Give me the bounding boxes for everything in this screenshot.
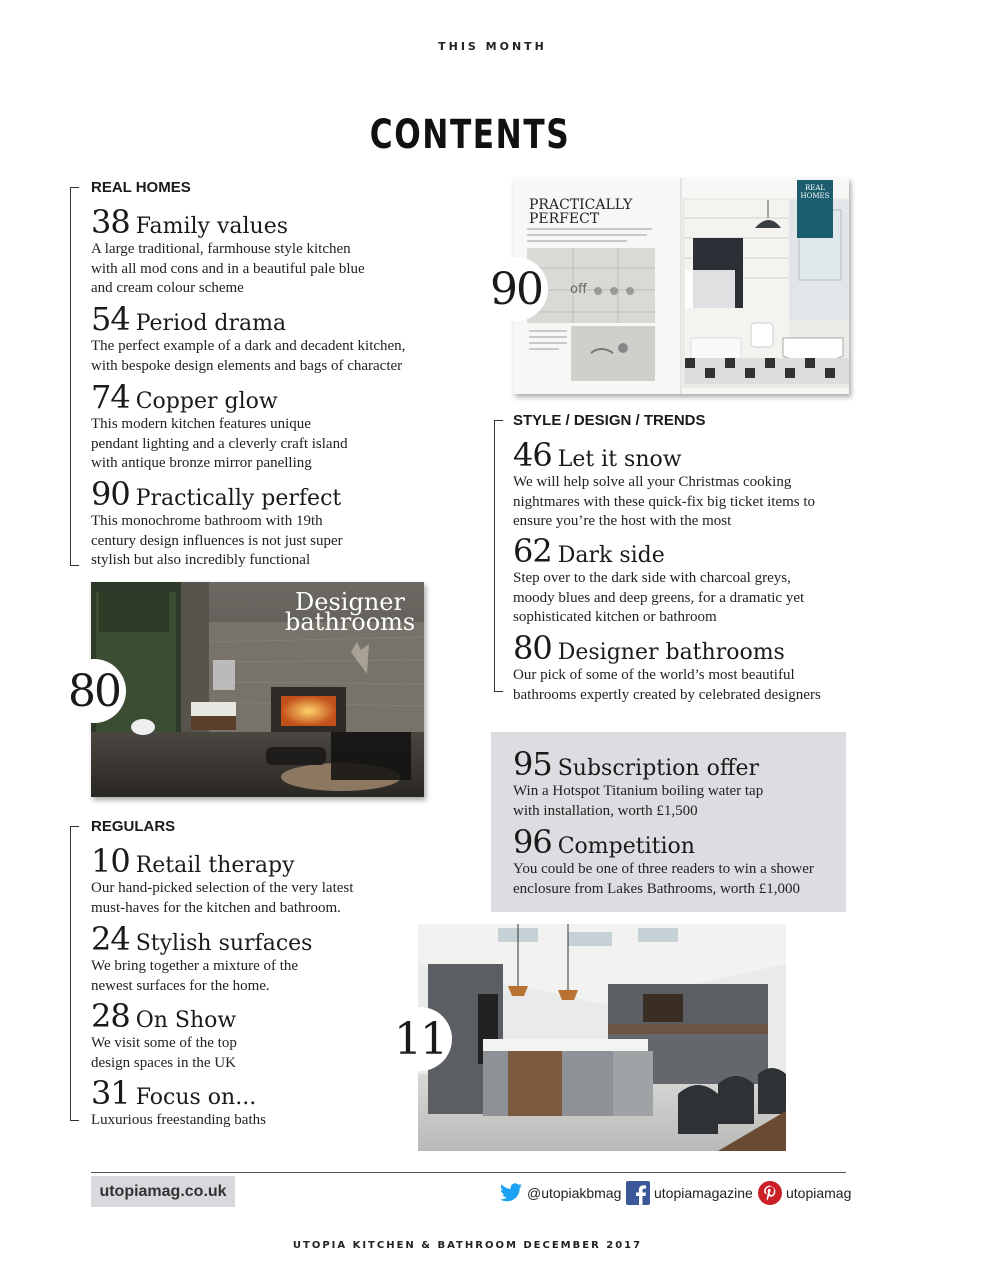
page-number: 54: [91, 300, 130, 338]
headline-line-1: Designer: [295, 588, 405, 616]
kitchen-11-page-number: 11: [388, 1007, 452, 1071]
entry-description: We visit some of the top design spaces in the UK: [91, 1035, 237, 1071]
facebook-icon: [626, 1181, 650, 1205]
entry-title: Dark side: [557, 543, 665, 568]
entry-10[interactable]: [91, 842, 391, 918]
real-homes-label: REAL HOMES: [91, 179, 191, 196]
page-number: 80: [513, 629, 552, 667]
page-number: 74: [91, 378, 130, 416]
section-kicker: THIS MONTH: [438, 40, 547, 53]
page-number: 31: [91, 1074, 130, 1112]
page-number: 90: [91, 475, 130, 513]
pinterest-handle[interactable]: [758, 1181, 851, 1205]
regulars-label: REGULARS: [91, 818, 176, 835]
entry-description: Win a Hotspot Titanium boiling water tap with installation, worth £1,500: [513, 783, 764, 819]
issue-line: UTOPIA KITCHEN & BATHROOM DECEMBER 2017: [292, 1240, 643, 1251]
entry-description: We will help solve all your Christmas cooking nightmares with these quick-fix big ticket items to ensure you’re the host with the most: [513, 474, 816, 529]
entry-description: The perfect example of a dark and decadent kitchen, with bespoke design elements and bags of character: [91, 338, 406, 374]
page-number: 38: [91, 203, 130, 241]
twitter-handle[interactable]: [499, 1181, 621, 1205]
page-number: 10: [91, 842, 130, 880]
entry-title: Family values: [135, 214, 289, 239]
entry-title: Retail therapy: [135, 853, 295, 878]
spread-80-headline: [285, 588, 416, 636]
entry-description: Our pick of some of the world’s most beautiful bathrooms expertly created by celebrated designers: [513, 667, 821, 703]
page-number: 96: [513, 823, 552, 861]
page-number: 24: [91, 920, 130, 958]
facebook-handle[interactable]: [626, 1181, 753, 1205]
spread-90-off-label: off: [570, 282, 587, 297]
page-number: 46: [513, 436, 552, 474]
style-label: STYLE / DESIGN / TRENDS: [513, 412, 706, 429]
entry-96[interactable]: [513, 823, 838, 899]
twitter-label: @utopiakbmag: [527, 1185, 622, 1201]
kitchen-11-image[interactable]: [418, 924, 786, 1151]
spread-80-image[interactable]: [91, 582, 424, 797]
entry-31[interactable]: [91, 1074, 391, 1131]
pinterest-icon: [758, 1181, 782, 1205]
pinterest-label: utopiamag: [786, 1185, 852, 1201]
entry-title: Period drama: [135, 311, 287, 336]
page-number: 62: [513, 532, 552, 570]
entry-description: We bring together a mixture of the newest surfaces for the home.: [91, 958, 299, 994]
entry-title: Focus on...: [135, 1085, 257, 1110]
style-bracket: [494, 420, 503, 692]
entry-title: Copper glow: [135, 389, 278, 414]
entry-title: Designer bathrooms: [557, 640, 785, 665]
entry-95[interactable]: [513, 745, 838, 821]
entry-38[interactable]: [91, 203, 431, 299]
entry-74[interactable]: [91, 378, 431, 474]
entry-description: A large traditional, farmhouse style kitchen with all mod cons and in a beautiful pale blue and cream colour scheme: [91, 241, 365, 296]
entry-description: This modern kitchen features unique pendant lighting and a cleverly craft island with antique bronze mirror panelling: [91, 416, 348, 471]
entry-54[interactable]: [91, 300, 431, 376]
spread-90-page-number: 90: [484, 257, 548, 321]
entry-description: Step over to the dark side with charcoal greys, moody blues and deep greens, for a dramatic yet sophisticated kitchen or bathroom: [513, 570, 805, 625]
spread-80-page-number: 80: [62, 659, 126, 723]
entry-28[interactable]: [91, 997, 391, 1073]
headline-line-2: bathrooms: [285, 608, 416, 636]
entry-24[interactable]: [91, 920, 391, 996]
twitter-icon: [499, 1181, 523, 1205]
entry-title: Practically perfect: [135, 486, 342, 511]
facebook-label: utopiamagazine: [654, 1185, 753, 1201]
entry-62[interactable]: [513, 532, 843, 628]
spread-90-image[interactable]: [513, 178, 849, 394]
spread-90-headline: PRACTICALLY PERFECT: [529, 197, 633, 227]
entry-title: Subscription offer: [557, 756, 759, 781]
entry-title: Stylish surfaces: [135, 931, 313, 956]
page-number: 95: [513, 745, 552, 783]
page-title: CONTENTS: [369, 112, 571, 158]
footer-divider: [91, 1172, 846, 1173]
entry-80[interactable]: [513, 629, 843, 705]
entry-90[interactable]: [91, 475, 431, 571]
website-link[interactable]: utopiamag.co.uk: [91, 1176, 235, 1207]
real-homes-bracket: [70, 187, 79, 566]
grey-kitchen-illustration: [418, 924, 786, 1151]
entry-description: Our hand-picked selection of the very latest must-haves for the kitchen and bathroom.: [91, 880, 354, 916]
regulars-bracket: [70, 826, 79, 1121]
entry-description: This monochrome bathroom with 19th century design influences is not just super stylish but also incredibly functional: [91, 513, 343, 568]
entry-title: Competition: [557, 834, 695, 859]
entry-46[interactable]: [513, 436, 843, 532]
entry-title: On Show: [135, 1008, 237, 1033]
entry-description: You could be one of three readers to win a shower enclosure from Lakes Bathrooms, worth £1,000: [513, 861, 814, 897]
page-number: 28: [91, 997, 130, 1035]
entry-description: Luxurious freestanding baths: [91, 1112, 266, 1128]
spread-90-tag: REAL HOMES: [800, 184, 830, 200]
entry-title: Let it snow: [557, 447, 682, 472]
